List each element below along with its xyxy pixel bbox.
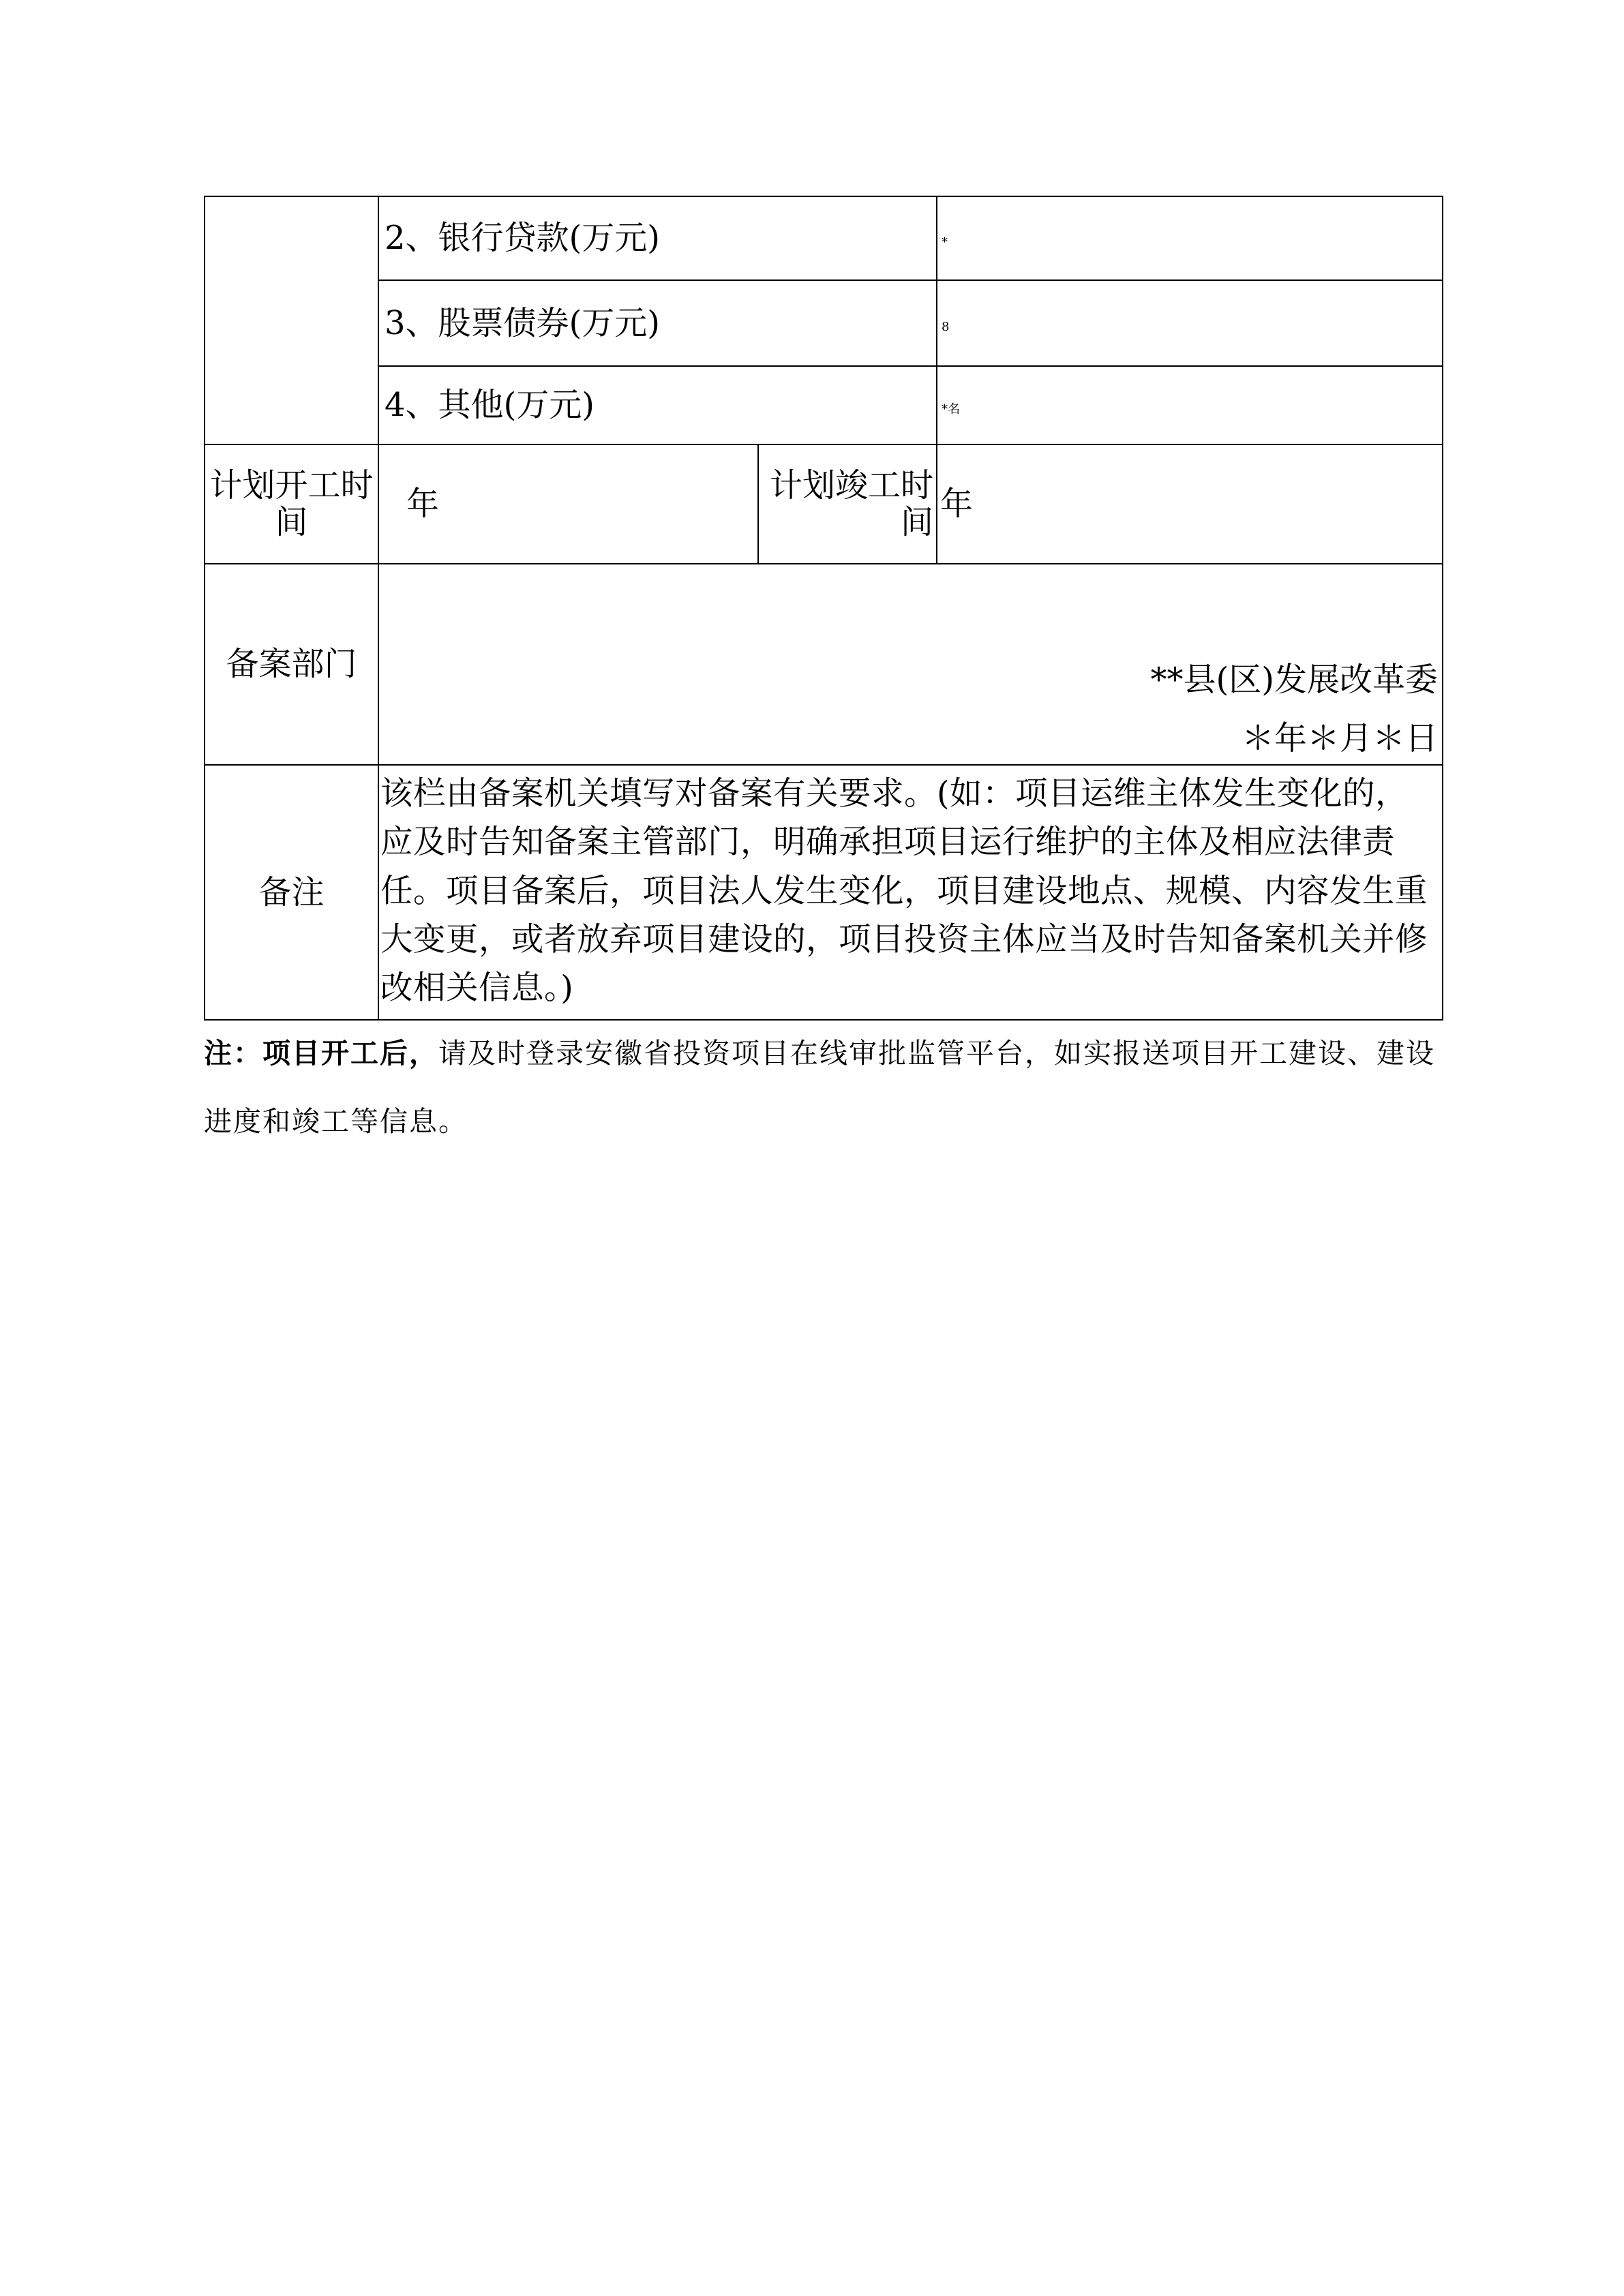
table-row: [205, 196, 1443, 280]
filing-dept-label: 备案部门: [205, 564, 378, 765]
planned-completion-value: 年: [937, 444, 1443, 564]
table-row: [205, 366, 1443, 444]
project-filing-table: [204, 196, 1443, 1021]
footnote: [204, 1019, 1452, 1155]
filing-dept-date: ＊年＊月＊日: [1241, 719, 1438, 757]
planned-completion-label: 计划竣工时间: [758, 444, 937, 564]
stock-bond-value: 8: [937, 280, 1443, 366]
table-row: [205, 280, 1443, 366]
table-row: [205, 564, 1443, 765]
bank-loan-value: *: [937, 196, 1443, 280]
stock-bond-label: 3、股票债券(万元): [378, 280, 937, 366]
other-funding-value: *名: [937, 366, 1443, 444]
table-row: [205, 765, 1443, 1020]
remarks-text: 该栏由备案机关填写对备案有关要求。(如：项目运维主体发生变化的，应及时告知备案主管部门，明确承担项目运行维护的主体及相应法律责任。项目备案后，项目法人发生变化，项目建设地点、规模、内容发生重大变更，或者放弃项目建设的，项目投资主体应当及时告知备案机关并修改相关信息。): [378, 765, 1443, 1020]
filing-dept-cell: [378, 564, 1443, 765]
planned-start-value: 年: [378, 444, 758, 564]
filing-dept-org: **县(区)发展改革委: [1150, 661, 1438, 699]
footnote-body: 请及时登录安徽省投资项目在线审批监管平台，如实报送项目开工建设、建设进度和竣工等信息。: [204, 1037, 1435, 1138]
other-funding-label: 4、其他(万元): [378, 366, 937, 444]
bank-loan-label: 2、银行贷款(万元): [378, 196, 937, 280]
remarks-label: 备注: [205, 765, 378, 1020]
planned-start-label: 计划开工时间: [205, 444, 378, 564]
footnote-prefix: 注：项目开工后，: [204, 1037, 438, 1070]
funding-group-cell: [205, 196, 378, 444]
table-row: [205, 444, 1443, 564]
